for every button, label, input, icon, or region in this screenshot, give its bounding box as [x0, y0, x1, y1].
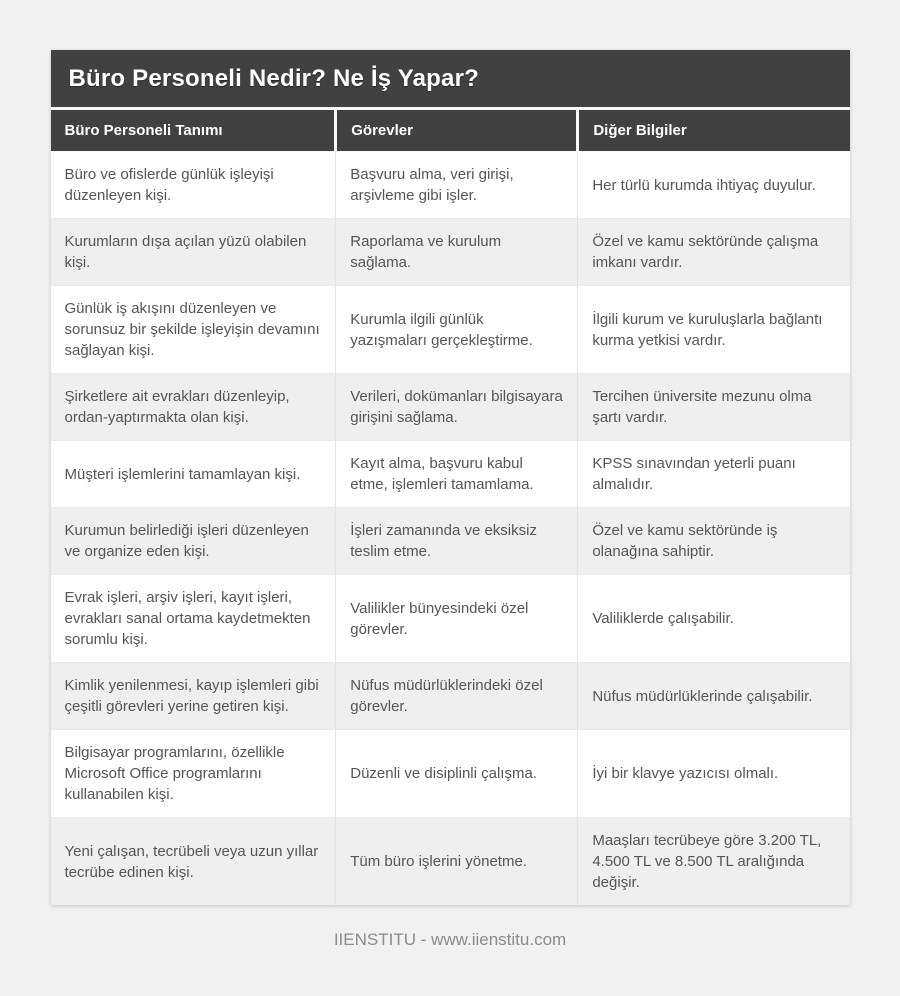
table-cell: Tercihen üniversite mezunu olma şartı vardır. [578, 374, 850, 441]
table-cell: Düzenli ve disiplinli çalışma. [336, 730, 578, 818]
content-card [51, 50, 850, 905]
table-cell: Kayıt alma, başvuru kabul etme, işlemleri tamamlama. [336, 441, 578, 508]
table-cell: KPSS sınavından yeterli puanı almalıdır. [578, 441, 850, 508]
table-cell: Kurumla ilgili günlük yazışmaları gerçekleştirme. [336, 286, 578, 374]
table-cell: Evrak işleri, arşiv işleri, kayıt işleri, evrakları sanal ortama kaydetmekten sorumlu kişi. [51, 575, 336, 663]
column-header-gorevler: Görevler [336, 110, 578, 152]
table-cell: Kurumun belirlediği işleri düzenleyen ve organize eden kişi. [51, 508, 336, 575]
table-cell: Büro ve ofislerde günlük işleyişi düzenleyen kişi. [51, 152, 336, 219]
table-cell: Tüm büro işlerini yönetme. [336, 818, 578, 906]
table-row [51, 286, 850, 374]
page-title: Büro Personeli Nedir? Ne İş Yapar? [51, 50, 850, 110]
table-cell: Başvuru alma, veri girişi, arşivleme gibi işler. [336, 152, 578, 219]
table-cell: Nüfus müdürlüklerinde çalışabilir. [578, 663, 850, 730]
table-cell: Yeni çalışan, tecrübeli veya uzun yıllar tecrübe edinen kişi. [51, 818, 336, 906]
table-row [51, 508, 850, 575]
table-row [51, 441, 850, 508]
table-cell: Valiliklerde çalışabilir. [578, 575, 850, 663]
table-cell: Bilgisayar programlarını, özellikle Microsoft Office programlarını kullanabilen kişi. [51, 730, 336, 818]
table-cell: Raporlama ve kurulum sağlama. [336, 219, 578, 286]
table-row [51, 152, 850, 219]
table-header-row [51, 110, 850, 152]
column-header-buro-personeli-tanimi: Büro Personeli Tanımı [51, 110, 336, 152]
table-cell: Kurumların dışa açılan yüzü olabilen kişi. [51, 219, 336, 286]
table-row [51, 374, 850, 441]
table-cell: Valilikler bünyesindeki özel görevler. [336, 575, 578, 663]
table-cell: Şirketlere ait evrakları düzenleyip, ordan-yaptırmakta olan kişi. [51, 374, 336, 441]
table-cell: İlgili kurum ve kuruluşlarla bağlantı kurma yetkisi vardır. [578, 286, 850, 374]
table-row [51, 219, 850, 286]
table-row [51, 575, 850, 663]
table-cell: Özel ve kamu sektöründe çalışma imkanı vardır. [578, 219, 850, 286]
table-cell: Günlük iş akışını düzenleyen ve sorunsuz bir şekilde işleyişin devamını sağlayan kişi. [51, 286, 336, 374]
table-cell: Kimlik yenilenmesi, kayıp işlemleri gibi çeşitli görevleri yerine getiren kişi. [51, 663, 336, 730]
table-cell: İyi bir klavye yazıcısı olmalı. [578, 730, 850, 818]
table-cell: Nüfus müdürlüklerindeki özel görevler. [336, 663, 578, 730]
column-header-diger-bilgiler: Diğer Bilgiler [578, 110, 850, 152]
table-cell: Verileri, dokümanları bilgisayara girişini sağlama. [336, 374, 578, 441]
info-table [51, 110, 850, 905]
table-cell: İşleri zamanında ve eksiksiz teslim etme. [336, 508, 578, 575]
table-cell: Maaşları tecrübeye göre 3.200 TL, 4.500 TL ve 8.500 TL aralığında değişir. [578, 818, 850, 906]
table-body [51, 152, 850, 906]
table-row [51, 663, 850, 730]
table-cell: Özel ve kamu sektöründe iş olanağına sahiptir. [578, 508, 850, 575]
table-cell: Müşteri işlemlerini tamamlayan kişi. [51, 441, 336, 508]
table-row [51, 730, 850, 818]
footer-credit: IIENSTITU - www.iienstitu.com [333, 930, 567, 949]
table-cell: Her türlü kurumda ihtiyaç duyulur. [578, 152, 850, 219]
table-row [51, 818, 850, 906]
